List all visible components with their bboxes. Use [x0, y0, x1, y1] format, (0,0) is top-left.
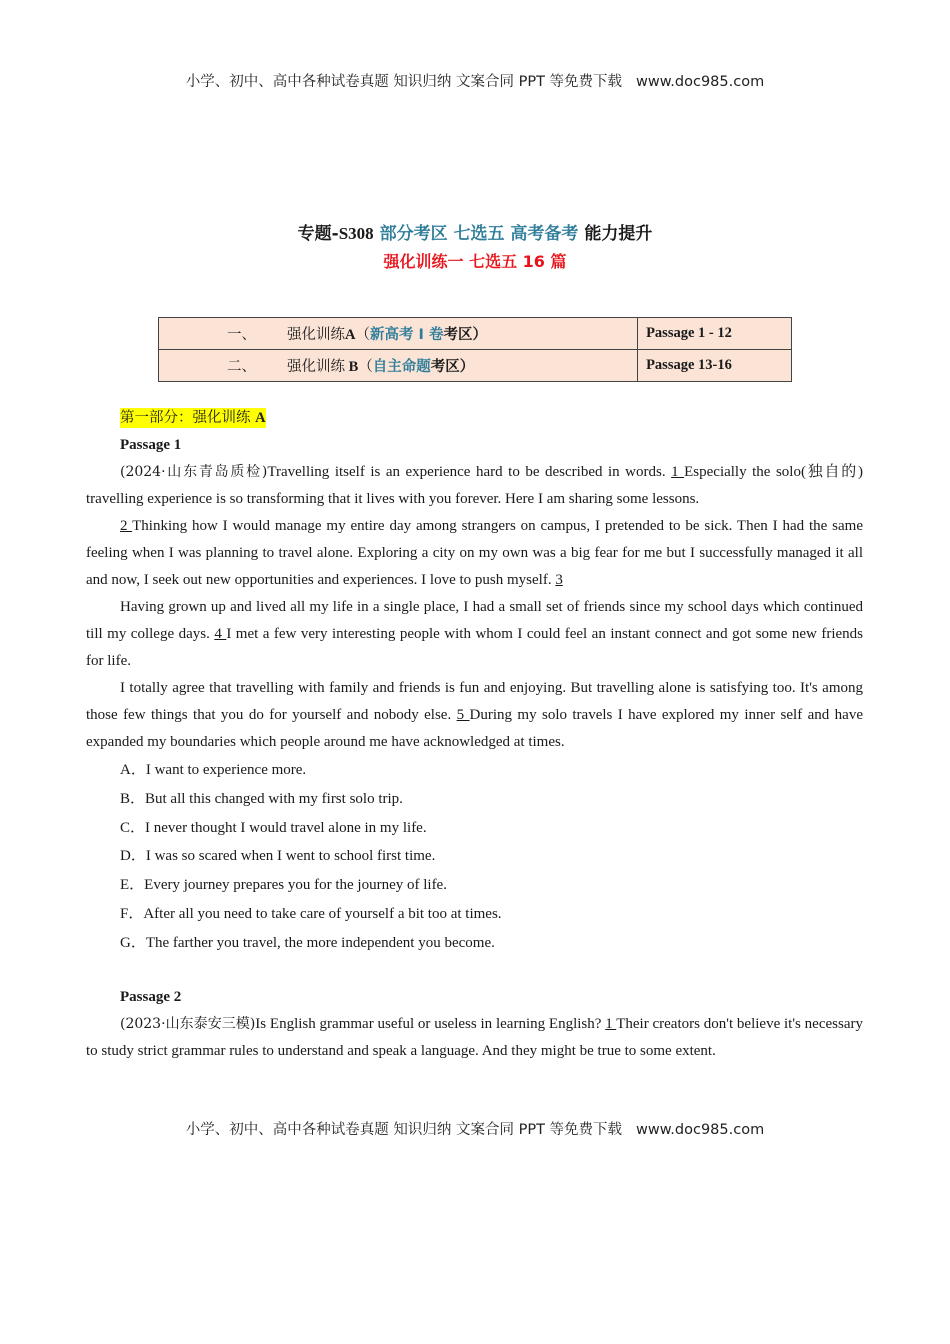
document-body	[86, 405, 863, 1065]
footer-ad-text: 小学、初中、高中各种试卷真题 知识归纳 文案合同 PPT 等免费下载	[185, 1122, 623, 1138]
passage1-p2-text: Thinking how I would manage my entire day among strangers on campus, I pretended to be sick. Then I had the same feeling when I was planning to travel alone. Exploring a city on my own was a big fear for me but I successfully managed it all and now, I seek out new opportunities and experiences. I love to push myself.	[86, 518, 864, 588]
toc-cell-passages: Passage 1 - 12	[638, 318, 792, 350]
blank-2: 2	[120, 518, 133, 534]
passage2-paragraph	[86, 1011, 863, 1065]
passage1-p1-text: Travelling itself is an experience hard to be described in words.	[267, 464, 672, 480]
header-ad-url[interactable]: www.doc985.com	[636, 74, 765, 90]
toc-region-blue: 新高考 Ⅰ 卷	[369, 327, 444, 343]
footer-ad	[0, 1118, 950, 1139]
section-label	[120, 408, 266, 428]
page-title	[0, 219, 950, 244]
blank-1: 1	[671, 464, 685, 480]
passage2-p1-text-b: Their creators don't believe it's necessary to study strict grammar rules to understand and speak a language. And they might be true to some extent.	[86, 1015, 863, 1059]
passage1-p3-text: Having grown up and lived all my life in a single place, I had a small set of friends since my school days which continued till my college days.	[86, 599, 863, 642]
blank-5: 5	[456, 707, 470, 723]
passage1-paragraph	[86, 675, 863, 756]
blank-4: 4	[214, 626, 227, 642]
option-c: C．I never thought I would travel alone in my life.	[120, 819, 427, 836]
option-e: E．Every journey prepares you for the journey of life.	[120, 877, 447, 894]
blank-1: 1	[605, 1015, 617, 1032]
passage1-heading: Passage 1	[120, 437, 182, 453]
toc-open: （	[355, 327, 370, 343]
passage1-p4-text-b: During my solo travels I have explored my inner self and have expanded my boundaries which people around me have acknowledged at times.	[86, 707, 863, 750]
footer-ad-url[interactable]: www.doc985.com	[636, 1122, 765, 1138]
toc-row	[159, 318, 792, 350]
title-prefix: 专题-	[297, 224, 339, 244]
passage1-paragraph	[86, 513, 863, 594]
toc-row	[159, 350, 792, 382]
passage2-source: (2023·山东泰安三模)	[120, 1015, 256, 1032]
option-b: B．But all this changed with my first solo trip.	[120, 790, 403, 807]
section-label-text: 第一部分：强化训练	[120, 410, 251, 426]
toc-num: 二、	[227, 359, 256, 375]
toc-letter: A	[345, 327, 356, 343]
toc-label: 强化训练	[287, 359, 345, 375]
title-blue-part: 部分考区 七选五 高考备考	[379, 224, 579, 244]
title-suffix: 能力提升	[584, 224, 653, 244]
option-a: A．I want to experience more.	[120, 762, 307, 778]
passage2-p1-text: Is English grammar useful or useless in learning English?	[255, 1015, 606, 1032]
option-d: D．I was so scared when I went to school first time.	[120, 848, 436, 865]
toc-region-blue: 自主命题	[372, 359, 431, 375]
toc-cell-passages: Passage 13-16	[638, 350, 792, 382]
section-letter: A	[255, 410, 266, 426]
toc-open: （	[358, 359, 373, 375]
passage1-source: (2024·山东青岛质检)	[120, 464, 268, 480]
passage1-p4-text: I totally agree that travelling with family and friends is fun and enjoying. But travelling alone is satisfying too. It's among those few things that you do for yourself and nobody else.	[86, 680, 863, 723]
toc-num: 一、	[227, 327, 256, 343]
passage1-paragraph	[86, 459, 863, 513]
toc-cell-title	[159, 350, 638, 382]
toc-region-plain: 考区）	[430, 359, 475, 375]
toc-table	[158, 317, 792, 382]
header-ad	[0, 70, 950, 91]
passage1-paragraph	[86, 594, 863, 675]
toc-letter: B	[345, 359, 359, 375]
passage2-heading: Passage 2	[120, 988, 182, 1005]
page-subtitle: 强化训练一 七选五 16 篇	[383, 252, 567, 271]
passage1-p1-text-b: Especially the solo(独自的) travelling experience is so transforming that it lives with you forever. Here I am sharing some lessons.	[86, 464, 864, 507]
blank-3: 3	[555, 572, 563, 588]
toc-label: 强化训练	[287, 327, 345, 343]
toc-region-plain: 考区）	[443, 327, 487, 343]
title-code: S308	[338, 224, 374, 243]
passage1-p3-text-b: I met a few very interesting people with whom I could feel an instant connect and got some new friends for life.	[86, 626, 863, 669]
header-ad-text: 小学、初中、高中各种试卷真题 知识归纳 文案合同 PPT 等免费下载	[185, 74, 623, 90]
toc-cell-title	[159, 318, 638, 350]
option-f: F．After all you need to take care of yourself a bit too at times.	[120, 905, 502, 922]
option-g: G．The farther you travel, the more independent you become.	[120, 934, 495, 951]
